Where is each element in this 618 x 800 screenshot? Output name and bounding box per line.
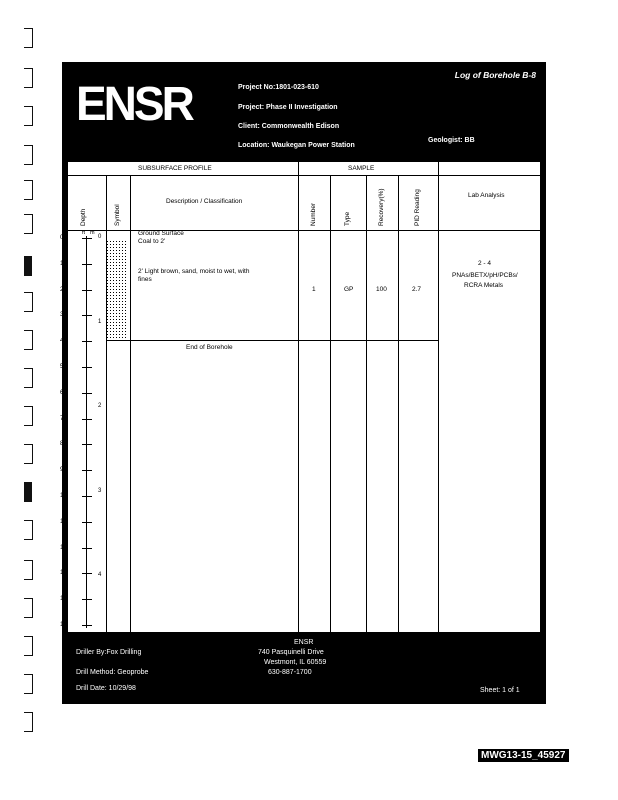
- geologist: Geologist: BB: [428, 137, 475, 144]
- client-name: Client: Commonwealth Edison: [238, 123, 340, 130]
- depth-tick-label: 8: [60, 440, 64, 448]
- depth-column-header: Depth: [80, 208, 87, 226]
- depth-tick: [82, 599, 92, 600]
- depth-tick: [82, 315, 92, 316]
- depth-tick-label: 11: [60, 517, 67, 525]
- sample-recovery: 100: [376, 286, 387, 293]
- meter-tick-label: 3: [98, 487, 102, 494]
- depth-tick: [82, 522, 92, 523]
- type-column-header: Type: [344, 211, 351, 226]
- sheet-number: Sheet: 1 of 1: [480, 687, 520, 694]
- depth-tick-label: 7: [60, 414, 64, 422]
- lab-analytes-cont: RCRA Metals: [464, 282, 504, 289]
- depth-tick: [82, 367, 92, 368]
- binder-mark: [24, 330, 33, 350]
- footer-city: Westmont, IL 60559: [264, 659, 327, 666]
- sample-type: GP: [344, 286, 354, 293]
- meter-tick-label: 2: [98, 403, 102, 410]
- depth-tick-label: 13: [60, 569, 68, 577]
- depth-tick-label: 12: [60, 543, 68, 551]
- depth-tick: [82, 419, 92, 420]
- driller: Driller By:Fox Drilling: [76, 649, 142, 656]
- description-column-header: Description / Classification: [166, 198, 243, 205]
- depth-tick: [82, 444, 92, 445]
- depth-tick: [82, 238, 92, 239]
- depth-tick: [82, 264, 92, 265]
- binder-mark: [24, 68, 33, 88]
- binder-mark: [24, 28, 33, 48]
- binder-mark: [24, 560, 33, 580]
- bates-stamp: MWG13-15_45927: [478, 749, 569, 762]
- binder-mark: [24, 292, 33, 312]
- depth-tick-label: 5: [60, 363, 64, 370]
- depth-tick-label: 2: [60, 285, 64, 293]
- binder-mark: [24, 106, 33, 126]
- binder-mark: [24, 406, 33, 426]
- sand-symbol-pattern: [106, 240, 128, 342]
- depth-tick-label: 4: [60, 337, 64, 345]
- sand-description: 2' Light brown, sand, moist to wet, with: [138, 268, 250, 275]
- location: Location: Waukegan Power Station: [238, 142, 355, 149]
- binder-mark: [24, 520, 33, 540]
- end-of-borehole-line: [106, 340, 438, 341]
- lab-interval: 2 - 4: [478, 260, 492, 267]
- depth-unit-m: m: [90, 230, 95, 236]
- project-name: Project: Phase II Investigation: [238, 104, 338, 111]
- meter-tick-label: 0: [98, 234, 102, 240]
- binder-mark: [24, 256, 32, 276]
- log-header: [62, 62, 546, 158]
- depth-tick-label: 9: [60, 466, 64, 474]
- depth-unit-ft: ft: [82, 230, 86, 236]
- depth-tick: [82, 496, 92, 497]
- binder-mark: [24, 180, 33, 200]
- depth-tick-label: 6: [60, 388, 64, 396]
- recovery-column-header: Recovery(%): [378, 188, 385, 226]
- borehole-log-sheet: [62, 62, 546, 704]
- drill-date: Drill Date: 10/29/98: [76, 685, 136, 692]
- depth-tick: [82, 470, 92, 471]
- footer-address: 740 Pasquinelli Drive: [258, 649, 324, 656]
- binder-mark: [24, 145, 33, 165]
- number-column-header: Number: [310, 202, 317, 226]
- sample-pid: 2.7: [412, 286, 422, 293]
- pid-column-header: PID Reading: [414, 189, 421, 226]
- meter-tick-label: 1: [98, 318, 102, 325]
- depth-tick-label: 14: [60, 595, 68, 603]
- depth-tick-label: 3: [60, 311, 64, 319]
- sample-header: SAMPLE: [348, 165, 375, 172]
- depth-tick: [82, 625, 92, 626]
- log-footer: [62, 637, 546, 704]
- binder-mark: [24, 444, 33, 464]
- subsurface-profile-header: SUBSURFACE PROFILE: [138, 165, 212, 172]
- footer-company: ENSR: [294, 639, 314, 646]
- depth-tick-label: 1: [60, 259, 64, 267]
- depth-tick: [82, 290, 92, 291]
- depth-tick-label: 10: [60, 492, 68, 499]
- footer-phone: 630-887-1700: [268, 669, 312, 676]
- company-logo: ENSR: [76, 75, 192, 131]
- depth-tick: [82, 548, 92, 549]
- end-of-borehole: End of Borehole: [186, 344, 233, 351]
- depth-scale: [86, 236, 87, 628]
- depth-tick-label: 0: [60, 234, 64, 241]
- binder-mark: [24, 214, 33, 234]
- lab-analytes: PNAs/BETX/pH/PCBs/: [452, 272, 518, 279]
- project-number: Project No:1801-023-610: [238, 84, 319, 91]
- lab-analysis-column-header: Lab Analysis: [468, 192, 505, 199]
- binder-mark: [24, 368, 33, 388]
- coal-description: Coal to 2': [138, 238, 166, 245]
- binder-mark: [24, 636, 33, 656]
- symbol-column-header: Symbol: [114, 204, 121, 226]
- binder-mark: [24, 598, 33, 618]
- depth-tick-label: 15: [60, 621, 68, 628]
- depth-tick: [82, 393, 92, 394]
- ground-surface-label: Ground Surface: [138, 230, 184, 237]
- log-table: [60, 162, 540, 632]
- sample-number: 1: [312, 286, 316, 293]
- depth-tick: [82, 341, 92, 342]
- binder-mark: [24, 482, 32, 502]
- sand-description-cont: fines: [138, 276, 152, 283]
- drill-method: Drill Method: Geoprobe: [76, 669, 149, 676]
- meter-tick-label: 4: [98, 572, 102, 579]
- binder-mark: [24, 712, 33, 732]
- binder-mark: [24, 674, 33, 694]
- depth-tick: [82, 573, 92, 574]
- log-title: Log of Borehole B-8: [454, 70, 536, 80]
